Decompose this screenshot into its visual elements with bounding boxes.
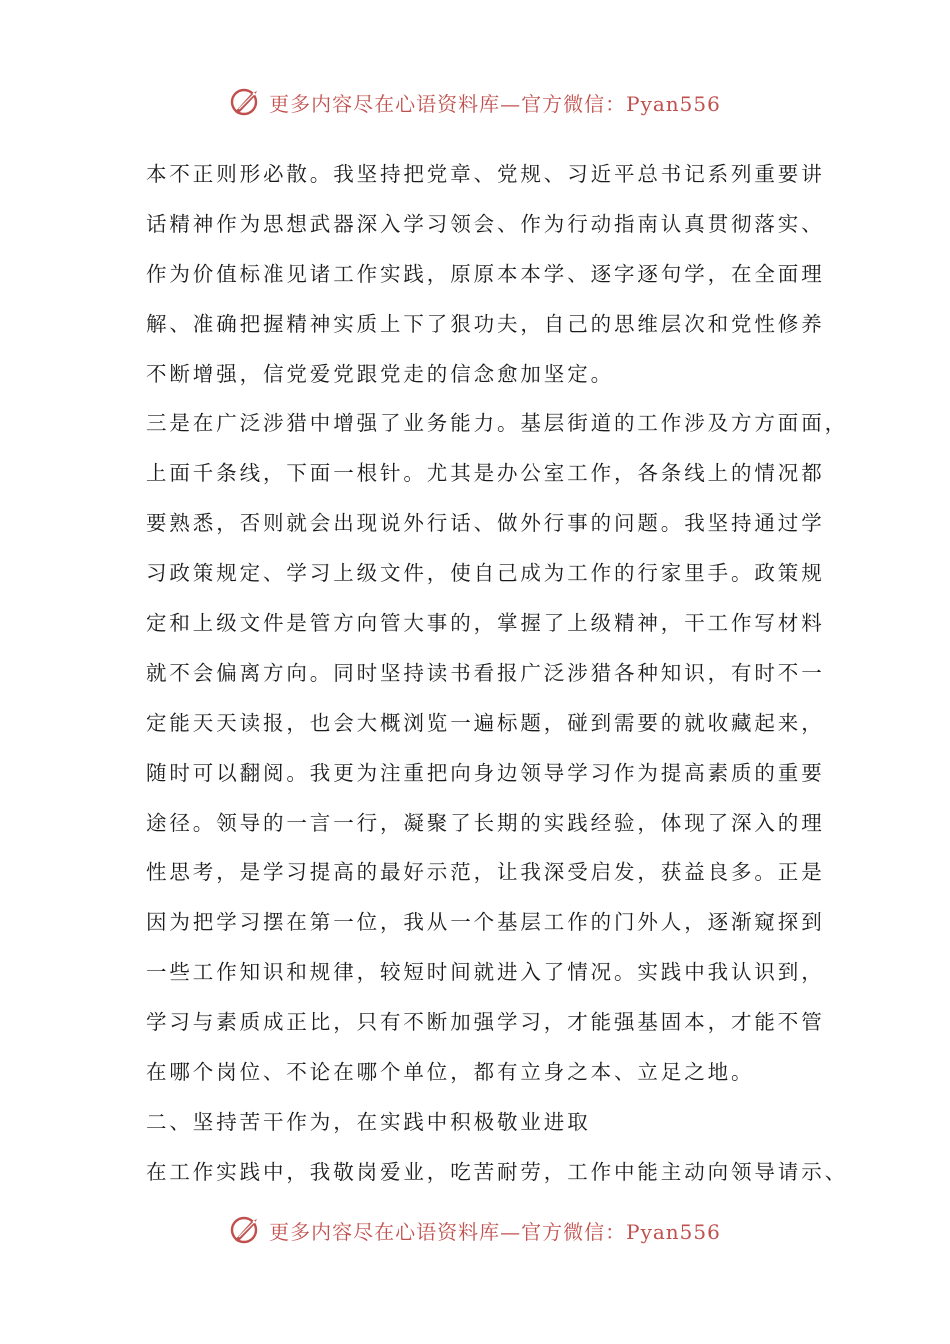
body-line: 因为把学习摆在第一位，我从一个基层工作的门外人，逐渐窥探到 <box>146 910 825 935</box>
body-line: 要熟悉，否则就会出现说外行话、做外行事的问题。我坚持通过学 <box>146 511 825 536</box>
body-line: 不断增强，信党爱党跟党走的信念愈加坚定。 <box>146 361 614 386</box>
body-line: 一些工作知识和规律，较短时间就进入了情况。实践中我认识到， <box>146 960 825 985</box>
document-body <box>146 150 848 1198</box>
body-line: 作为价值标准见诸工作实践，原原本本学、逐字逐句学，在全面理 <box>146 261 825 286</box>
body-line: 在哪个岗位、不论在哪个单位，都有立身之本、立足之地。 <box>146 1060 755 1085</box>
body-line: 就不会偏离方向。同时坚持读书看报广泛涉猎各种知识，有时不一 <box>146 660 825 685</box>
section-heading-line: 三是在广泛涉猎中增强了业务能力。基层街道的工作涉及方方面面， <box>146 411 848 436</box>
section-heading-line: 二、坚持苦干作为，在实践中积极敬业进取 <box>146 1109 591 1134</box>
footer-watermark-banner <box>0 1210 950 1250</box>
body-line: 随时可以翻阅。我更为注重把向身边领导学习作为提高素质的重要 <box>146 760 825 785</box>
body-line: 途径。领导的一言一行，凝聚了长期的实践经验，体现了深入的理 <box>146 810 825 835</box>
pen-nib-logo-icon <box>229 1213 263 1247</box>
header-watermark-text: 更多内容尽在心语资料库—官方微信：Pyan556 <box>269 91 721 116</box>
header-watermark-banner <box>0 82 950 122</box>
body-line: 性思考，是学习提高的最好示范，让我深受启发，获益良多。正是 <box>146 860 825 885</box>
footer-watermark-text: 更多内容尽在心语资料库—官方微信：Pyan556 <box>269 1219 721 1244</box>
body-line: 上面千条线，下面一根针。尤其是办公室工作，各条线上的情况都 <box>146 461 825 486</box>
body-line: 话精神作为思想武器深入学习领会、作为行动指南认真贯彻落实、 <box>146 211 825 236</box>
pen-nib-logo-icon <box>229 85 263 119</box>
body-line: 习政策规定、学习上级文件，使自己成为工作的行家里手。政策规 <box>146 561 825 586</box>
body-line: 定能天天读报，也会大概浏览一遍标题，碰到需要的就收藏起来， <box>146 710 825 735</box>
body-line: 解、准确把握精神实质上下了狠功夫，自己的思维层次和党性修养 <box>146 311 825 336</box>
body-line: 学习与素质成正比，只有不断加强学习，才能强基固本，才能不管 <box>146 1010 825 1035</box>
body-line: 在工作实践中，我敬岗爱业，吃苦耐劳，工作中能主动向领导请示、 <box>146 1159 848 1184</box>
body-line: 本不正则形必散。我坚持把党章、党规、习近平总书记系列重要讲 <box>146 162 825 186</box>
body-line: 定和上级文件是管方向管大事的，掌握了上级精神，干工作写材料 <box>146 611 825 636</box>
